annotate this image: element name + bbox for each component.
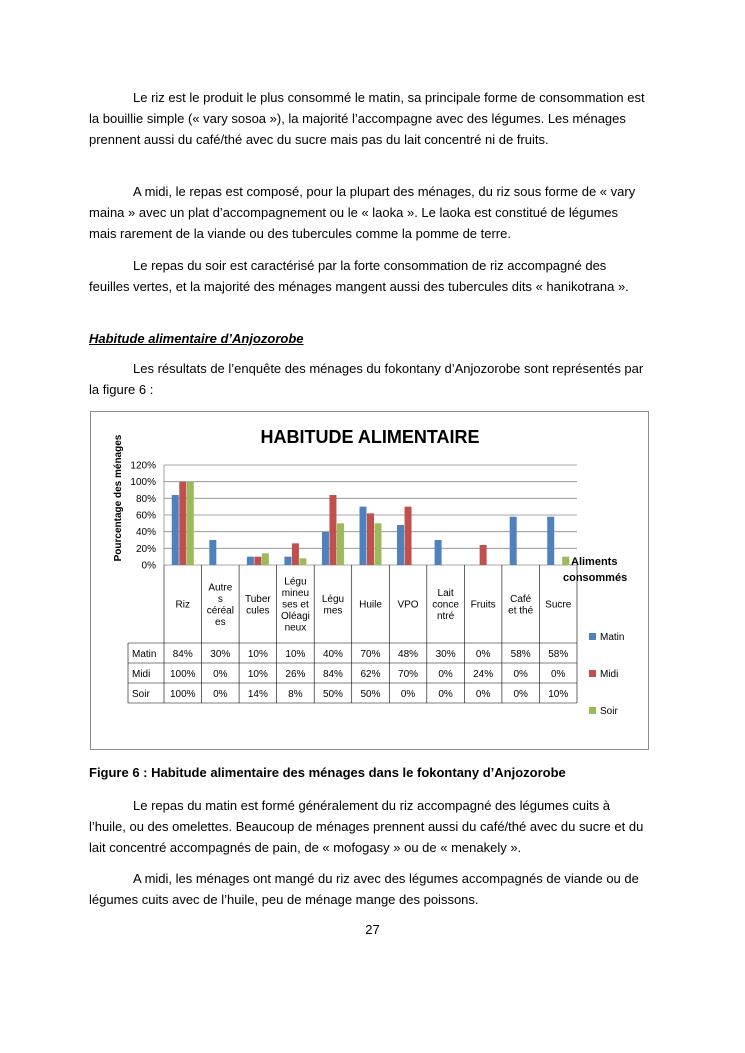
bar-soir xyxy=(262,553,269,565)
data-cell: 84% xyxy=(172,649,193,660)
data-cell: 0% xyxy=(551,669,566,680)
data-cell: 70% xyxy=(398,669,419,680)
y-tick-label: 20% xyxy=(135,543,156,555)
y-axis-label: Pourcentage des ménages xyxy=(113,434,124,562)
bar-matin xyxy=(397,525,404,565)
x-axis-label: Aliments xyxy=(571,556,618,568)
bar-midi xyxy=(480,545,487,565)
y-tick-label: 120% xyxy=(130,460,156,472)
data-cell: 10% xyxy=(247,669,268,680)
chart-frame xyxy=(90,411,649,750)
data-cell: 26% xyxy=(285,669,306,680)
category-label: neux xyxy=(284,622,307,634)
category-label: Légu xyxy=(321,593,345,605)
data-cell: 100% xyxy=(169,689,196,700)
data-cell: 0% xyxy=(213,669,228,680)
figure-caption: Figure 6 : Habitude alimentaire des ménages dans le fokontany d’Anjozorobe xyxy=(89,765,566,780)
category-label: s xyxy=(217,593,223,605)
category-label: conce xyxy=(432,599,459,611)
category-label: Légu xyxy=(284,576,307,588)
data-cell: 30% xyxy=(435,649,456,660)
bar-matin xyxy=(547,517,554,565)
paragraph-noon-detail: A midi, les ménages ont mangé du riz avec des légumes accompagnés de viande ou de légumes cuits avec de l’huile, peu de ménage mange des poissons. xyxy=(89,871,639,907)
category-label: Oléagi xyxy=(280,611,310,622)
y-tick-label: 80% xyxy=(135,493,156,505)
bar-midi xyxy=(405,507,412,565)
data-cell: 62% xyxy=(360,669,381,680)
bar-midi xyxy=(292,543,299,565)
bar-matin xyxy=(284,557,291,565)
bar-matin xyxy=(247,557,254,565)
category-label: es xyxy=(215,616,226,628)
data-cell: 10% xyxy=(548,689,569,700)
data-cell: 30% xyxy=(210,649,231,660)
category-label: Café xyxy=(510,593,532,605)
x-axis-label: consommés xyxy=(563,572,628,584)
data-cell: 40% xyxy=(322,649,343,660)
bar-matin xyxy=(360,507,367,565)
data-cell: 58% xyxy=(510,649,531,660)
bar-chart xyxy=(91,412,650,751)
category-label: et thé xyxy=(508,605,534,617)
y-tick-label: 60% xyxy=(135,510,156,522)
category-label: Tuber xyxy=(244,593,271,605)
data-cell: 0% xyxy=(513,689,528,700)
legend-label-soir: Soir xyxy=(600,706,618,717)
legend-swatch-matin xyxy=(589,633,596,640)
bar-matin xyxy=(209,540,216,565)
category-label: ntré xyxy=(436,611,455,622)
bar-soir xyxy=(299,558,306,565)
data-cell: 0% xyxy=(475,689,491,700)
bar-soir xyxy=(562,557,569,565)
data-cell: 14% xyxy=(247,689,268,700)
category-label: mineu xyxy=(281,588,310,599)
data-cell: 70% xyxy=(360,649,381,660)
bar-matin xyxy=(435,540,442,565)
y-tick-label: 0% xyxy=(141,560,156,572)
category-label: Riz xyxy=(175,599,190,611)
bar-soir xyxy=(337,523,344,565)
paragraph-rice-morning: Le riz est le produit le plus consommé le matin, sa principale forme de consommation est la bouillie simple (« vary sosoa »), la majorité l’accompagne avec des légumes. Les ménages prennent aussi du café/thé avec du sucre mais pas du lait concentré ni de fruits. xyxy=(89,90,645,147)
bar-soir xyxy=(375,523,382,565)
data-cell: 100% xyxy=(169,669,196,680)
data-cell: 0% xyxy=(513,669,528,680)
legend-swatch-midi xyxy=(589,670,596,677)
category-label: ses et xyxy=(282,599,309,611)
bar-soir xyxy=(187,482,194,565)
paragraph-survey-intro: Les résultats de l’enquête des ménages du fokontany d’Anjozorobe sont représentés par la figure 6 : xyxy=(89,361,644,397)
data-cell: 10% xyxy=(247,649,268,660)
bar-midi xyxy=(179,482,186,565)
legend-label-matin: Matin xyxy=(600,632,625,643)
data-cell: 50% xyxy=(322,689,343,700)
category-label: mes xyxy=(323,605,343,617)
data-cell: 0% xyxy=(400,689,416,700)
category-label: Huile xyxy=(359,599,382,611)
paragraph-noon-meal: A midi, le repas est composé, pour la plupart des ménages, du riz sous forme de « vary maina » avec un plat d’accompagnement ou le « laoka ». Le laoka est constitué de légumes mais rarement de la viande ou des tubercules comme la pomme de terre. xyxy=(89,184,636,241)
data-cell: 58% xyxy=(548,649,569,660)
row-header-matin: Matin xyxy=(132,649,157,660)
row-header-soir: Soir xyxy=(132,689,150,700)
category-label: VPO xyxy=(397,599,419,611)
y-tick-label: 40% xyxy=(135,527,156,539)
category-label: cules xyxy=(246,605,270,617)
data-cell: 50% xyxy=(360,689,381,700)
bar-midi xyxy=(367,513,374,565)
data-cell: 0% xyxy=(475,649,491,660)
data-cell: 0% xyxy=(213,689,228,700)
data-cell: 0% xyxy=(438,689,453,700)
chart-title: HABITUDE ALIMENTAIRE xyxy=(260,427,480,447)
category-label: Lait xyxy=(437,588,454,599)
y-tick-label: 100% xyxy=(130,477,156,489)
bar-midi xyxy=(329,495,336,565)
data-cell: 48% xyxy=(398,649,419,660)
category-label: Autre xyxy=(208,582,233,594)
bar-matin xyxy=(172,495,179,565)
bar-matin xyxy=(510,517,517,565)
paragraph-morning-detail: Le repas du matin est formé généralement du riz accompagné des légumes cuits à l’huile, ou des omelettes. Beaucoup de ménages prennent aussi du café/thé avec du sucre et du lait concentré accompagnés de pain, de « mofogasy » ou de « menakely ». xyxy=(89,798,644,855)
category-label: Fruits xyxy=(470,599,496,611)
section-heading: Habitude alimentaire d’Anjozorobe xyxy=(89,331,304,346)
bar-matin xyxy=(322,532,329,565)
data-cell: 0% xyxy=(438,669,453,680)
data-cell: 84% xyxy=(322,669,343,680)
bar-midi xyxy=(254,557,261,565)
category-label: Sucre xyxy=(545,599,572,611)
paragraph-evening-meal: Le repas du soir est caractérisé par la forte consommation de riz accompagné des feuilles vertes, et la majorité des ménages mangent aussi des tubercules dits « hanikotrana ». xyxy=(89,258,629,294)
legend-label-midi: Midi xyxy=(600,669,619,680)
data-cell: 8% xyxy=(288,689,303,700)
data-cell: 24% xyxy=(473,669,494,680)
legend-swatch-soir xyxy=(589,707,596,714)
category-label: céréal xyxy=(206,605,234,617)
row-header-midi: Midi xyxy=(132,669,151,680)
page-number: 27 xyxy=(365,922,380,937)
data-cell: 10% xyxy=(285,649,306,660)
